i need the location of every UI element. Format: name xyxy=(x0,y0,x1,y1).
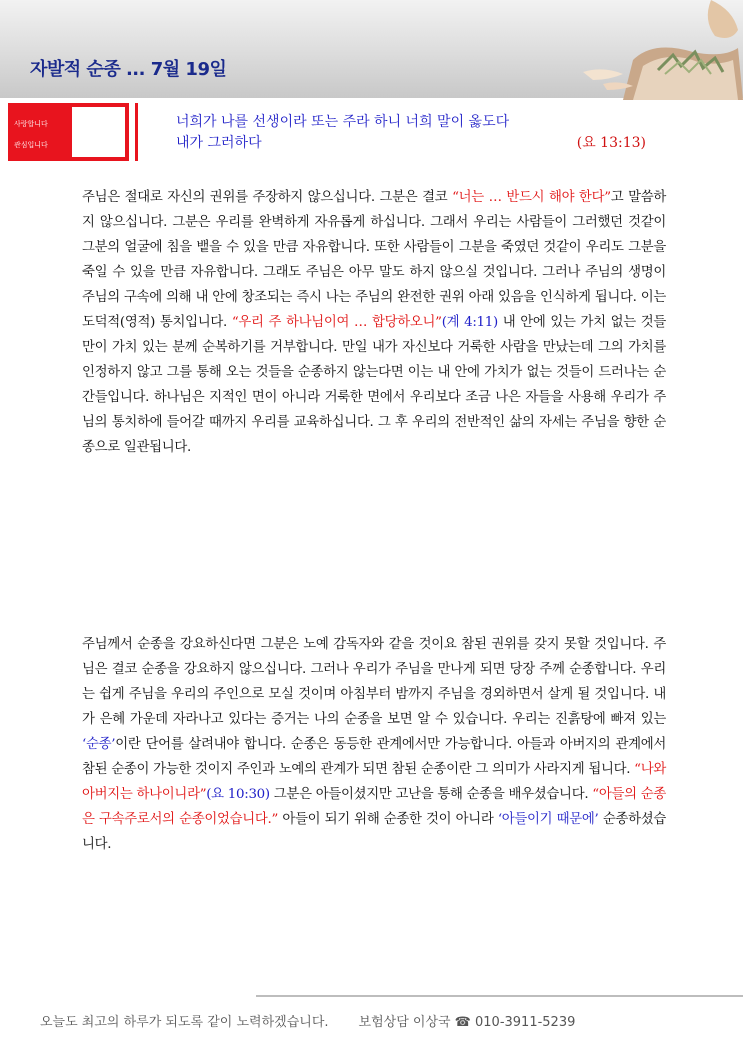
p1-text-2: 고 말씀하지 않으십니다. 그분은 우리를 완벽하게 자유롭게 하십니다. 그래서 우리는 사람들이 그러했던 것같이 그분의 얼굴에 침을 뱉을 수 있을 만큼 자유합니다. 또한 사람들이 그분을 죽였던 것같이 우리도 그분을 죽일 수 있을 만큼 자유합니다. 그래도 주님은 아무 말도 하지 않으실 것입니다. 그러나 주님의 생명이 주님의 구속에 의해 내 안에 창조되는 즉시 나는 주님의 완전한 권위 아래 있음을 인식하게 됩니다. 이는 도덕적(영적) 통치입니다. xyxy=(82,190,666,330)
verse-divider xyxy=(135,103,138,161)
sidebar-label-box xyxy=(8,103,129,161)
p2-text-3: 그분은 아들이셨지만 고난을 통해 순종을 배우셨습니다. xyxy=(269,787,593,802)
p2-text-2: 이란 단어를 살려내야 합니다. 순종은 동등한 관계에서만 가능합니다. 아들과 아버지의 관계에서 참된 순종이 가능한 것이지 주인과 노예의 관계가 되면 참된 순종이란 그 의미가 사라지게 됩니다. xyxy=(82,737,666,777)
verse-line-1: 너희가 나를 선생이라 또는 주라 하니 너희 말이 옳도다 xyxy=(176,114,510,130)
header-banner xyxy=(0,0,743,98)
p2-quote-obedience: ‘순종’ xyxy=(82,737,116,752)
footer xyxy=(40,1011,575,1030)
page-title: 자발적 순종 ... 7월 19일 xyxy=(30,59,227,80)
scripture-verse xyxy=(176,112,646,154)
cracked-egg-illustration xyxy=(483,0,743,100)
verse-reference: (요 13:13) xyxy=(576,135,646,151)
verse-line-2: 내가 그러하다 xyxy=(176,135,262,151)
p2-quote-father: “나와 아버지는 하나이니라” xyxy=(82,762,666,802)
p1-text-3: 내 안에 있는 가치 없는 것들만이 가치 있는 분께 순복하기를 거부합니다. 만일 내가 자신보다 거룩한 사람을 만났는데 그의 가치를 인정하지 않고 그를 통해 오는 것들을 순종하지 않는다면 이는 내 안에 가치가 없는 것들이 드러나는 순간들입니다. 하나님은 지적인 면이 아니라 거룩한 면에서 우리보다 조금 나은 자들을 사용해 우리가 주님의 통치하에 들어갈 때까지 우리를 교육하십니다. 그 후 우리의 전반적인 삶의 자세는 주님을 향한 순종으로 일관됩니다. xyxy=(82,315,666,455)
footer-divider xyxy=(256,995,743,997)
paragraph-2 xyxy=(82,632,666,857)
p2-text-1: 주님께서 순종을 강요하신다면 그분은 노예 감독자와 같을 것이요 참된 권위를 갖지 못할 것입니다. 주님은 결코 순종을 강요하지 않으십니다. 그러나 우리가 주님을 만나게 되면 당장 주께 순종합니다. 우리는 쉽게 주님을 우리의 주인으로 모실 것이며 아침부터 밤까지 주님을 경외하면서 살게 될 것입니다. 내가 은혜 가운데 자라나고 있다는 증거는 나의 순종을 보면 알 수 있습니다. 우리는 진흙탕에 빠져 있는 xyxy=(82,637,666,727)
sidebar-white-box xyxy=(72,107,125,157)
p2-quote-because: ‘아들이기 때문에’ xyxy=(497,812,599,827)
p1-quote-1: “너는 … 반드시 해야 한다” xyxy=(452,190,611,205)
p2-text-4: 아들이 되기 위해 순종한 것이 아니라 xyxy=(278,812,498,827)
p1-reference: (계 4:11) xyxy=(441,315,498,330)
p2-quote-son: “아들의 순종은 구속주로서의 순종이었습니다.” xyxy=(82,787,666,827)
sidebar-line-interest: 관심입니다 xyxy=(14,141,48,149)
footer-motto: 오늘도 최고의 하루가 되도록 같이 노력하겠습니다. xyxy=(40,1015,329,1030)
p2-text-5: 순종하셨습니다. xyxy=(82,812,666,852)
paragraph-1 xyxy=(82,185,666,460)
p1-text-1: 주님은 절대로 자신의 권위를 주장하지 않으십니다. 그분은 결코 xyxy=(82,190,453,205)
sidebar-line-love: 사랑합니다 xyxy=(14,120,48,128)
footer-contact: 보험상담 이상국 ☎ 010-3911-5239 xyxy=(358,1015,576,1030)
p1-quote-2: “우리 주 하나님이여 … 합당하오니” xyxy=(231,315,442,330)
p2-reference: (요 10:30) xyxy=(206,787,270,802)
